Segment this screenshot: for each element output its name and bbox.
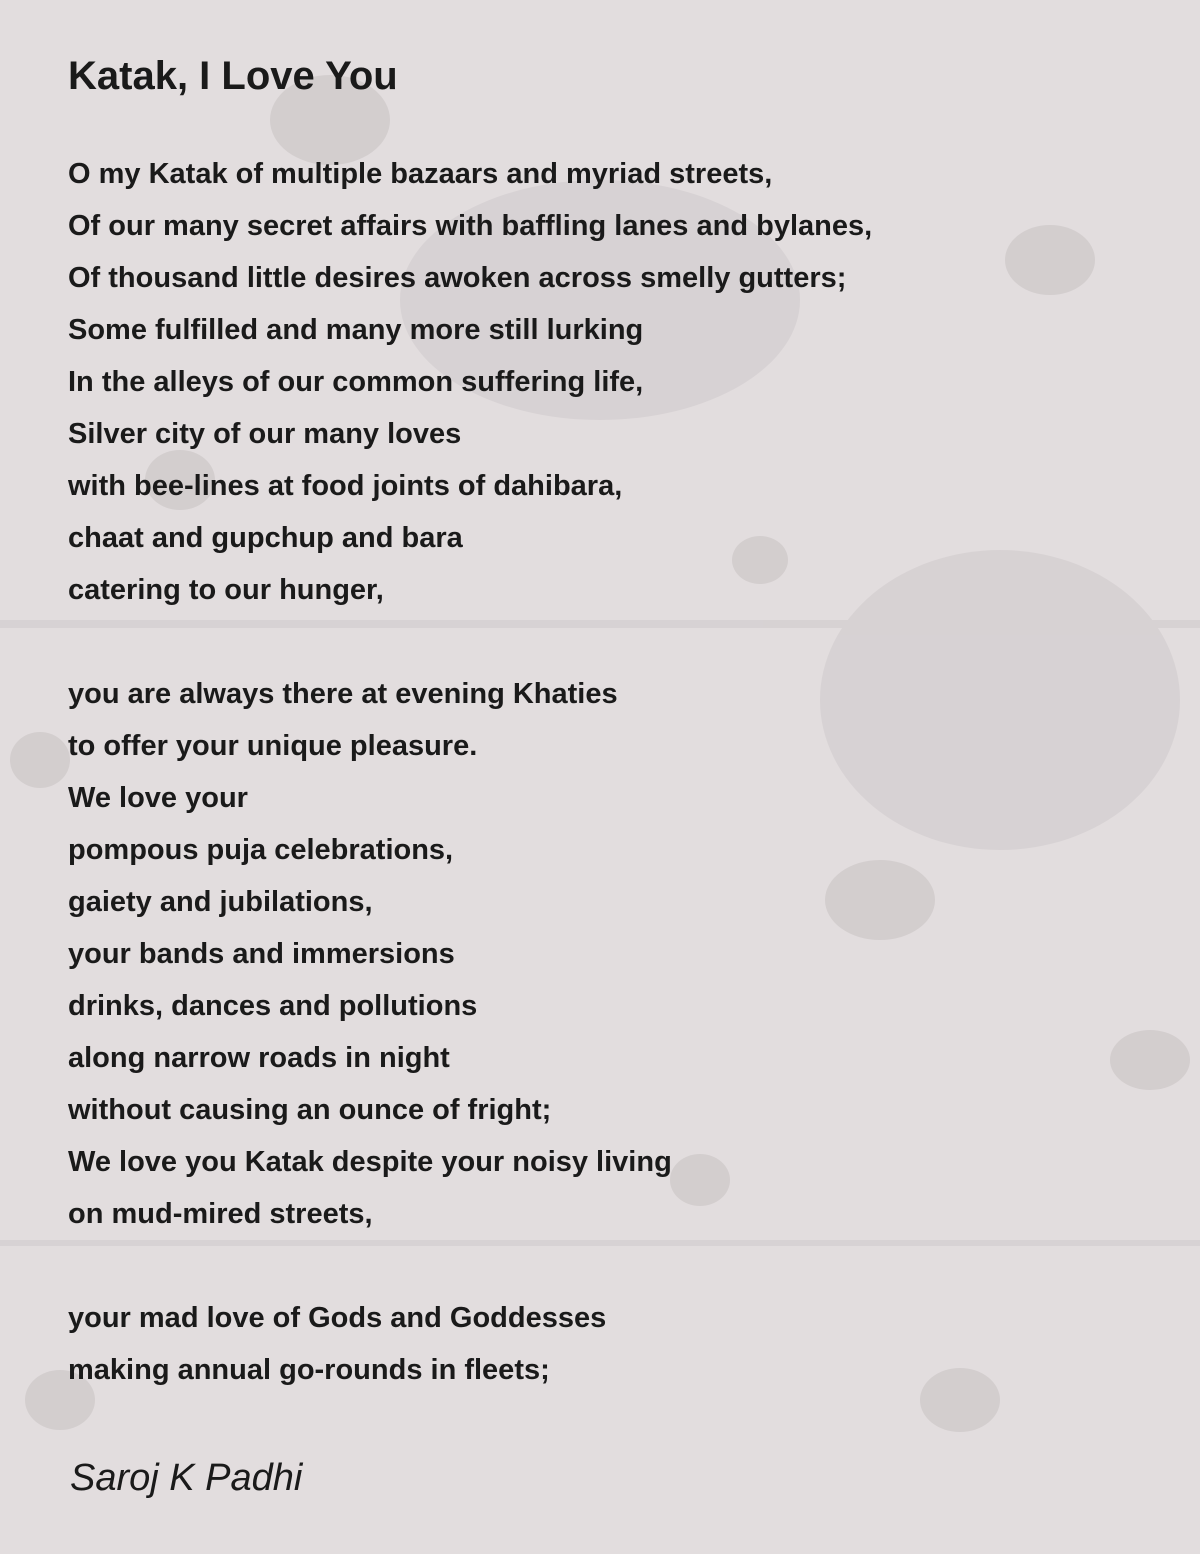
poem-line: on mud-mired streets, — [68, 1198, 373, 1230]
poem-line: chaat and gupchup and bara — [68, 522, 463, 554]
poem-title: Katak, I Love You — [68, 54, 398, 98]
poem-line: making annual go-rounds in fleets; — [68, 1354, 550, 1386]
poem-line: along narrow roads in night — [68, 1042, 450, 1074]
poem-line: drinks, dances and pollutions — [68, 990, 478, 1022]
poem-line: gaiety and jubilations, — [68, 886, 373, 918]
poem-line: We love your — [68, 782, 248, 814]
poem-line: Of thousand little desires awoken across smelly gutters; — [68, 262, 847, 294]
poem-line: to offer your unique pleasure. — [68, 730, 478, 762]
poem-line: In the alleys of our common suffering life, — [68, 366, 644, 398]
poem-line: O my Katak of multiple bazaars and myriad streets, — [68, 158, 773, 190]
poem-line: your mad love of Gods and Goddesses — [68, 1302, 607, 1334]
poem-line: catering to our hunger, — [68, 574, 384, 606]
stanza-1 — [68, 148, 872, 616]
poem-line: your bands and immersions — [68, 938, 455, 970]
poem-line: Of our many secret affairs with baffling lanes and bylanes, — [68, 210, 873, 242]
poem-line: Some fulfilled and many more still lurking — [68, 314, 644, 346]
poem-line: Silver city of our many loves — [68, 418, 462, 450]
poem-line: with bee-lines at food joints of dahibara, — [68, 470, 623, 502]
poem-author: Saroj K Padhi — [70, 1457, 303, 1499]
poem-line: pompous puja celebrations, — [68, 834, 454, 866]
stanza-2 — [68, 668, 672, 1240]
poem-line: without causing an ounce of fright; — [68, 1094, 552, 1126]
poem-line: We love you Katak despite your noisy living — [68, 1146, 672, 1178]
stanza-3 — [68, 1292, 606, 1396]
poem-line: you are always there at evening Khaties — [68, 678, 618, 710]
